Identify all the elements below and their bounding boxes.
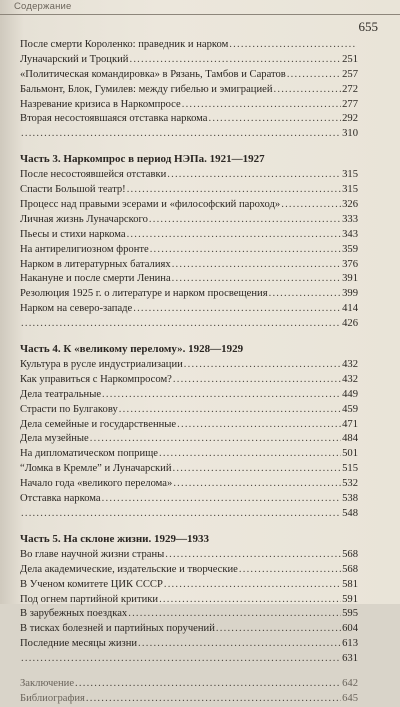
toc-entry: ..... 548: [20, 507, 358, 522]
toc-part-5: [20, 548, 358, 667]
toc-entry: «Политическая командировка» в Рязань, Тамбов и Саратов ..... 257: [20, 68, 358, 83]
toc-entry: Вторая несостоявшаяся отставка наркома ..... 292: [20, 112, 358, 127]
toc-entry: Страсти по Булгакову ..... 459: [20, 403, 358, 418]
running-head: Содержание: [14, 1, 72, 12]
toc-entry: Под огнем партийной критики ..... 591: [20, 593, 358, 608]
toc-entry: Спасти Большой театр! ..... 315: [20, 183, 358, 198]
toc-group-1: [20, 38, 358, 142]
toc-part-3: [20, 168, 358, 332]
toc-entry: Луначарский и Троцкий ..... 251: [20, 53, 358, 68]
toc-entry: Дела академические, издательские и творческие ..... 568: [20, 563, 358, 578]
toc-part-4: [20, 358, 358, 522]
toc-entry: В тисках болезней и партийных поручений ..... 604: [20, 622, 358, 637]
toc-entry: ..... 631: [20, 652, 358, 667]
toc-entry: “Ломка в Кремле” и Луначарский ..... 515: [20, 462, 358, 477]
toc-entry: ..... 426: [20, 317, 358, 332]
toc-entry: Нарком на северо-западе ..... 414: [20, 302, 358, 317]
toc-entry-bibliography: Библиография ..... 645: [20, 692, 358, 707]
toc-entry: Бальмонт, Блок, Гумилев: между гибелью и эмиграцией ..... 272: [20, 83, 358, 98]
page-header: [0, 0, 400, 15]
toc-entry: В зарубежных поездках ..... 595: [20, 607, 358, 622]
toc-entry: Дела музейные ..... 484: [20, 432, 358, 447]
toc-entry: ..... 310: [20, 127, 358, 142]
part-3-title: Часть 3. Наркомпрос в период НЭПа. 1921—1927: [20, 153, 265, 166]
table-of-contents: [20, 38, 358, 707]
toc-entry: Личная жизнь Луначарского ..... 333: [20, 213, 358, 228]
toc-entry: На дипломатическом поприще ..... 501: [20, 447, 358, 462]
toc-entry: После несостоявшейся отставки ..... 315: [20, 168, 358, 183]
toc-entry: Пьесы и стихи наркома ..... 343: [20, 228, 358, 243]
toc-entry: Дела семейные и государственные ..... 471: [20, 418, 358, 433]
toc-entry: Нарком в литературных баталиях ..... 376: [20, 258, 358, 273]
toc-entry: Во главе научной жизни страны ..... 568: [20, 548, 358, 563]
page-number: 655: [358, 19, 378, 34]
toc-entry: Назревание кризиса в Наркомпросе ..... 277: [20, 98, 358, 113]
part-4-title: Часть 4. К «великому перелому». 1928—1929: [20, 343, 244, 356]
toc-entry: На антирелигиозном фронте ..... 359: [20, 243, 358, 258]
toc-entry: После смерти Короленко: праведник и нарком .....: [20, 38, 358, 53]
toc-entry: Отставка наркома ..... 538: [20, 492, 358, 507]
toc-entry: Начало года «великого перелома» ..... 532: [20, 477, 358, 492]
toc-entry: Дела театральные ..... 449: [20, 388, 358, 403]
toc-entry: В Ученом комитете ЦИК СССР ..... 581: [20, 578, 358, 593]
toc-entry: Последние месяцы жизни ..... 613: [20, 637, 358, 652]
toc-entry: Как управиться с Наркомпросом? ..... 432: [20, 373, 358, 388]
part-5-title: Часть 5. На склоне жизни. 1929—1933: [20, 532, 210, 545]
toc-entry: Резолюция 1925 г. о литературе и нарком просвещения ..... 399: [20, 287, 358, 302]
toc-final: [20, 677, 358, 707]
toc-entry: Накануне и после смерти Ленина ..... 391: [20, 272, 358, 287]
toc-entry: Культура в русле индустриализации ..... 432: [20, 358, 358, 373]
toc-entry-conclusion: Заключение ..... 642: [20, 677, 358, 692]
toc-entry: Процесс над правыми эсерами и «философский пароход» ..... 326: [20, 198, 358, 213]
